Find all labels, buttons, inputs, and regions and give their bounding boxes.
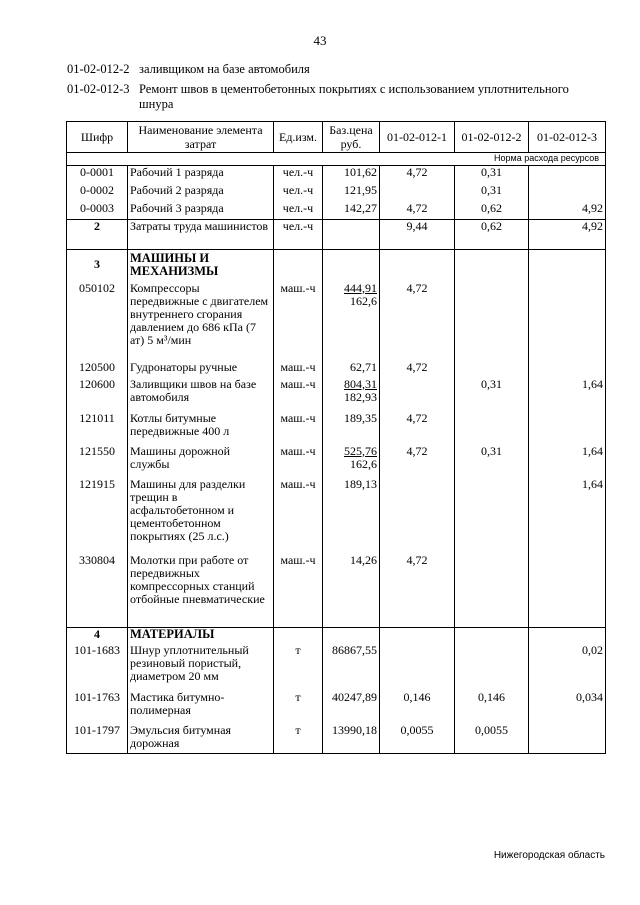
empty-cell xyxy=(455,628,529,644)
empty-cell xyxy=(529,628,606,644)
row-value-3 xyxy=(529,184,606,202)
row-value-1: 4,72 xyxy=(380,554,455,628)
row-value-3: 4,92 xyxy=(529,202,606,220)
row-code: 2 xyxy=(67,220,128,250)
row-code: 101-1683 xyxy=(67,644,128,691)
row-unit: чел.-ч xyxy=(274,202,323,220)
row-name: Затраты труда машинистов xyxy=(128,220,274,250)
empty-cell xyxy=(274,250,323,282)
row-name: Машины дорожной службы xyxy=(128,445,274,478)
row-name: Молотки при работе от передвижных компрессорных станций отбойные пневматические xyxy=(128,554,274,628)
row-name: Рабочий 2 разряда xyxy=(128,184,274,202)
row-unit: т xyxy=(274,644,323,691)
empty-cell xyxy=(380,628,455,644)
row-price: 13990,18 xyxy=(323,724,380,754)
empty-cell xyxy=(380,250,455,282)
table-row xyxy=(67,691,606,724)
table-row xyxy=(67,378,606,412)
empty-cell xyxy=(274,628,323,644)
resource-table xyxy=(66,121,606,754)
row-price: 101,62 xyxy=(323,166,380,184)
row-value-3: 1,64 xyxy=(529,445,606,478)
row-value-1: 4,72 xyxy=(380,412,455,445)
row-value-2: 0,0055 xyxy=(455,724,529,754)
price-secondary: 162,6 xyxy=(350,456,377,471)
header-code: 01-02-012-2 xyxy=(67,62,130,76)
row-unit: маш.-ч xyxy=(274,378,323,412)
row-price: 62,71 xyxy=(323,361,380,378)
row-value-1: 4,72 xyxy=(380,445,455,478)
price-underlined: 804,31 xyxy=(344,376,377,391)
row-name: Шнур уплотнительный резиновый пористый, диаметром 20 мм xyxy=(128,644,274,691)
row-value-1 xyxy=(380,644,455,691)
row-code: 330804 xyxy=(67,554,128,628)
row-value-3: 0,02 xyxy=(529,644,606,691)
price-underlined: 444,91 xyxy=(344,280,377,295)
section-code: 4 xyxy=(67,628,128,644)
table-row xyxy=(67,184,606,202)
row-value-1: 0,0055 xyxy=(380,724,455,754)
row-value-2: 0,146 xyxy=(455,691,529,724)
empty-cell xyxy=(323,628,380,644)
row-price: 14,26 xyxy=(323,554,380,628)
section-title: МАТЕРИАЛЫ xyxy=(128,628,274,644)
row-value-1: 4,72 xyxy=(380,282,455,361)
row-value-2: 0,62 xyxy=(455,220,529,250)
norm-label: Норма расхода ресурсов xyxy=(67,153,606,166)
footer-region: Нижегородская область xyxy=(493,850,605,861)
table-row xyxy=(67,202,606,220)
row-code: 121550 xyxy=(67,445,128,478)
section-title: МАШИНЫ И МЕХАНИЗМЫ xyxy=(128,250,274,282)
row-value-1: 0,146 xyxy=(380,691,455,724)
table-row xyxy=(67,724,606,754)
row-price xyxy=(323,378,380,412)
col-header-norm-1: 01-02-012-1 xyxy=(380,122,455,153)
row-name: Мастика битумно-полимерная xyxy=(128,691,274,724)
row-value-3: 4,92 xyxy=(529,220,606,250)
row-price xyxy=(323,445,380,478)
row-name: Рабочий 1 разряда xyxy=(128,166,274,184)
row-code: 0-0001 xyxy=(67,166,128,184)
row-unit: чел.-ч xyxy=(274,220,323,250)
row-value-2 xyxy=(455,412,529,445)
col-header-unit: Ед.изм. xyxy=(274,122,323,153)
row-price xyxy=(323,282,380,361)
row-value-2 xyxy=(455,361,529,378)
row-code: 121915 xyxy=(67,478,128,554)
row-name: Гудронаторы ручные xyxy=(128,361,274,378)
row-code: 120600 xyxy=(67,378,128,412)
row-value-3 xyxy=(529,724,606,754)
table-row xyxy=(67,478,606,554)
row-code: 050102 xyxy=(67,282,128,361)
row-value-1 xyxy=(380,478,455,554)
section-row xyxy=(67,628,606,644)
row-price: 40247,89 xyxy=(323,691,380,724)
col-header-price: Баз.цена руб. xyxy=(323,122,380,153)
table-row xyxy=(67,412,606,445)
row-value-3 xyxy=(529,166,606,184)
row-value-1: 9,44 xyxy=(380,220,455,250)
header-line-1 xyxy=(67,62,584,77)
row-unit: маш.-ч xyxy=(274,445,323,478)
row-price: 189,35 xyxy=(323,412,380,445)
row-value-3 xyxy=(529,554,606,628)
row-value-1 xyxy=(380,378,455,412)
row-price: 86867,55 xyxy=(323,644,380,691)
row-code: 120500 xyxy=(67,361,128,378)
empty-cell xyxy=(323,250,380,282)
row-price: 142,27 xyxy=(323,202,380,220)
row-value-3 xyxy=(529,412,606,445)
row-name: Рабочий 3 разряда xyxy=(128,202,274,220)
row-value-2: 0,31 xyxy=(455,166,529,184)
row-unit: маш.-ч xyxy=(274,412,323,445)
row-value-2 xyxy=(455,282,529,361)
row-name: Компрессоры передвижные с двигателем внутреннего сгорания давлением до 686 кПа (7 ат) 5 м³/мин xyxy=(128,282,274,361)
row-value-3: 1,64 xyxy=(529,378,606,412)
empty-cell xyxy=(529,250,606,282)
table-row xyxy=(67,361,606,378)
col-header-norm-3: 01-02-012-3 xyxy=(529,122,606,153)
row-unit: чел.-ч xyxy=(274,184,323,202)
row-unit: маш.-ч xyxy=(274,361,323,378)
row-code: 0-0003 xyxy=(67,202,128,220)
page-number: 43 xyxy=(313,33,327,48)
col-header-norm-2: 01-02-012-2 xyxy=(455,122,529,153)
price-secondary: 162,6 xyxy=(350,293,377,308)
section-row xyxy=(67,250,606,282)
row-value-3 xyxy=(529,282,606,361)
price-underlined: 525,76 xyxy=(344,443,377,458)
row-unit: маш.-ч xyxy=(274,554,323,628)
row-code: 121011 xyxy=(67,412,128,445)
header-line-2 xyxy=(67,82,584,112)
row-value-3: 1,64 xyxy=(529,478,606,554)
row-value-1: 4,72 xyxy=(380,202,455,220)
row-unit: т xyxy=(274,724,323,754)
section-code: 3 xyxy=(67,250,128,282)
row-value-2 xyxy=(455,554,529,628)
row-code: 101-1797 xyxy=(67,724,128,754)
row-value-1 xyxy=(380,184,455,202)
header-code: 01-02-012-3 xyxy=(67,82,130,96)
price-secondary: 182,93 xyxy=(344,389,377,404)
header-text: Ремонт швов в цементобетонных покрытиях с использованием уплотнительного шнура xyxy=(139,82,569,111)
row-value-2: 0,31 xyxy=(455,378,529,412)
table-row xyxy=(67,282,606,361)
row-name: Котлы битумные передвижные 400 л xyxy=(128,412,274,445)
row-value-1: 4,72 xyxy=(380,166,455,184)
row-value-2: 0,31 xyxy=(455,184,529,202)
norm-label-row xyxy=(67,153,606,166)
row-code: 0-0002 xyxy=(67,184,128,202)
row-value-2 xyxy=(455,644,529,691)
row-name: Машины для разделки трещин в асфальтобетонном и цементобетонном покрытиях (25 л.с.) xyxy=(128,478,274,554)
empty-cell xyxy=(455,250,529,282)
row-value-2: 0,31 xyxy=(455,445,529,478)
row-price: 121,95 xyxy=(323,184,380,202)
header-text: заливщиком на базе автомобиля xyxy=(139,62,310,76)
row-value-2: 0,62 xyxy=(455,202,529,220)
row-price: 189,13 xyxy=(323,478,380,554)
table-header-row xyxy=(67,122,606,153)
row-unit: маш.-ч xyxy=(274,478,323,554)
row-code: 101-1763 xyxy=(67,691,128,724)
table-row xyxy=(67,445,606,478)
col-header-code: Шифр xyxy=(67,122,128,153)
row-name: Эмульсия битумная дорожная xyxy=(128,724,274,754)
table-row xyxy=(67,220,606,250)
table-row xyxy=(67,554,606,628)
row-value-2 xyxy=(455,478,529,554)
col-header-name: Наименование элемента затрат xyxy=(128,122,274,153)
table-row xyxy=(67,166,606,184)
row-unit: маш.-ч xyxy=(274,282,323,361)
row-value-3: 0,034 xyxy=(529,691,606,724)
table-row xyxy=(67,644,606,691)
row-value-3 xyxy=(529,361,606,378)
row-price xyxy=(323,220,380,250)
row-unit: чел.-ч xyxy=(274,166,323,184)
row-unit: т xyxy=(274,691,323,724)
row-value-1: 4,72 xyxy=(380,361,455,378)
row-name: Заливщики швов на базе автомобиля xyxy=(128,378,274,412)
